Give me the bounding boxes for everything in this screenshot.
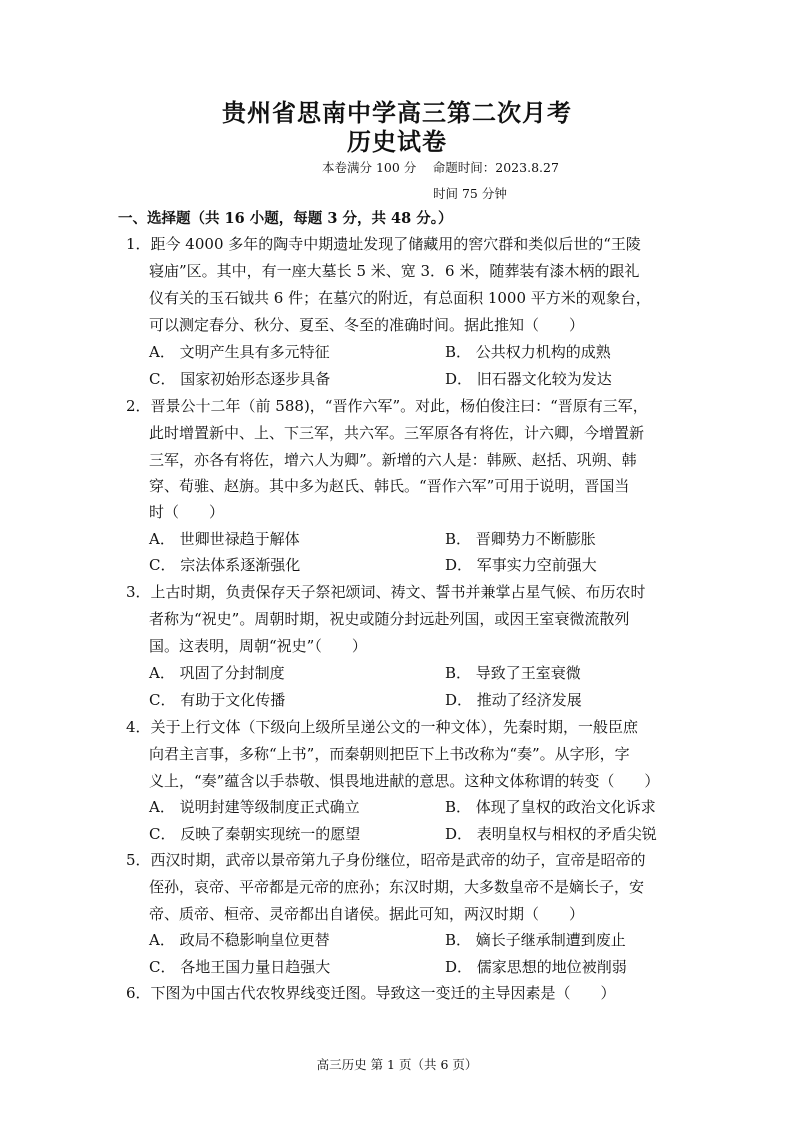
option-c: C． 反映了秦朝实现统一的愿望 <box>149 825 361 843</box>
question-text-line: 2．晋景公十二年（前 588)，“晋作六军”。对此，杨伯俊注曰：“晋原有三军， <box>126 397 648 415</box>
option-c: C． 各地王国力量日趋强大 <box>149 958 331 976</box>
option-d: D． 儒家思想的地位被削弱 <box>445 958 627 976</box>
question-text-line: 1．距今 4000 多年的陶寺中期遗址发现了储藏用的窖穴群和类似后世的“王陵 <box>126 235 641 253</box>
option-c: C． 国家初始形态逐步具备 <box>149 370 331 388</box>
question-text-line: 可以测定春分、秋分、夏至、冬至的准确时间。据此推知（ ） <box>149 316 585 334</box>
question-text-line: 6．下图为中国古代农牧界线变迁图。导致这一变迁的主导因素是（ ） <box>126 984 616 1002</box>
question-text-line: 者称为“祝史”。周朝时期，祝史或随分封远赴列国，或因王室衰微流散列 <box>149 610 630 628</box>
exam-meta-duration: 时间 75 分钟 <box>433 186 507 201</box>
option-d: D． 表明皇权与相权的矛盾尖锐 <box>445 825 657 843</box>
option-b: B． 晋卿势力不断膨胀 <box>445 530 596 548</box>
option-c: C． 有助于文化传播 <box>149 691 286 709</box>
question-text-line: 3．上古时期，负责保存天子祭祀颂词、祷文、誓书并兼掌占星气候、布历农时 <box>126 583 646 601</box>
question-text-line: 此时增置新中、上、下三军，共六军。三军原各有将佐，计六卿，今增置新 <box>149 424 645 442</box>
question-text-line: 侄孙，哀帝、平帝都是元帝的庶孙；东汉时期，大多数皇帝不是嫡长子，安 <box>149 878 645 896</box>
question-text-line: 穿、荀骓、赵旃。其中多为赵氏、韩氏。“晋作六军”可用于说明，晋国当 <box>149 477 630 495</box>
exam-meta-score-date: 本卷满分 100 分 命题时间：2023.8.27 <box>322 160 559 175</box>
question-text-line: 国。这表明，周朝“祝史”（ ） <box>149 637 367 655</box>
question-text-line: 帝、质帝、桓帝、灵帝都出自诸侯。据此可知，两汉时期（ ） <box>149 905 585 923</box>
option-b: B． 公共权力机构的成熟 <box>445 343 611 361</box>
option-b: B． 体现了皇权的政治文化诉求 <box>445 798 656 816</box>
question-text-line: 三军，亦各有将佐，增六人为卿”。新增的六人是：韩厥、赵括、巩朔、韩 <box>149 451 637 469</box>
option-d: D． 旧石器文化较为发达 <box>445 370 612 388</box>
option-c: C． 宗法体系逐渐强化 <box>149 556 301 574</box>
option-a: A． 文明产生具有多元特征 <box>149 343 330 361</box>
option-a: A． 巩固了分封制度 <box>149 664 285 682</box>
question-text-line: 时（ ） <box>149 503 225 521</box>
option-d: D． 军事实力空前强大 <box>445 556 597 574</box>
option-b: B． 嫡长子继承制遭到废止 <box>445 931 626 949</box>
exam-title: 贵州省思南中学高三第二次月考 <box>222 98 572 127</box>
question-text-line: 向君主言事，多称“上书”，而秦朝则把臣下上书改称为“奏”。从字形，字 <box>149 745 630 763</box>
option-b: B． 导致了王室衰微 <box>445 664 581 682</box>
question-text-line: 义上，“奏”蕴含以手恭敬、惧畏地进献的意思。这种文体称谓的转变（ ） <box>149 772 660 790</box>
section-title: 一、选择题（共 16 小题，每题 3 分，共 48 分。） <box>118 210 453 227</box>
question-text-line: 4．关于上行文体（下级向上级所呈递公文的一种文体），先秦时期，一般臣庶 <box>126 718 639 736</box>
option-a: A． 说明封建等级制度正式确立 <box>149 798 360 816</box>
option-d: D． 推动了经济发展 <box>445 691 582 709</box>
option-a: A． 世卿世禄趋于解体 <box>149 530 300 548</box>
question-text-line: 寝庙”区。其中，有一座大墓长 5 米、宽 3．6 米，随葬装有漆木柄的跟礼 <box>149 262 640 280</box>
exam-subtitle: 历史试卷 <box>347 127 447 156</box>
question-text-line: 5．西汉时期，武帝以景帝第九子身份继位，昭帝是武帝的幼子，宣帝是昭帝的 <box>126 851 646 869</box>
page-footer: 高三历史 第 1 页（共 6 页） <box>316 1057 478 1072</box>
option-a: A． 政局不稳影响皇位更替 <box>149 931 330 949</box>
question-text-line: 仪有关的玉石钺共 6 件；在墓穴的附近，有总面积 1000 平方米的观象台， <box>149 289 651 307</box>
